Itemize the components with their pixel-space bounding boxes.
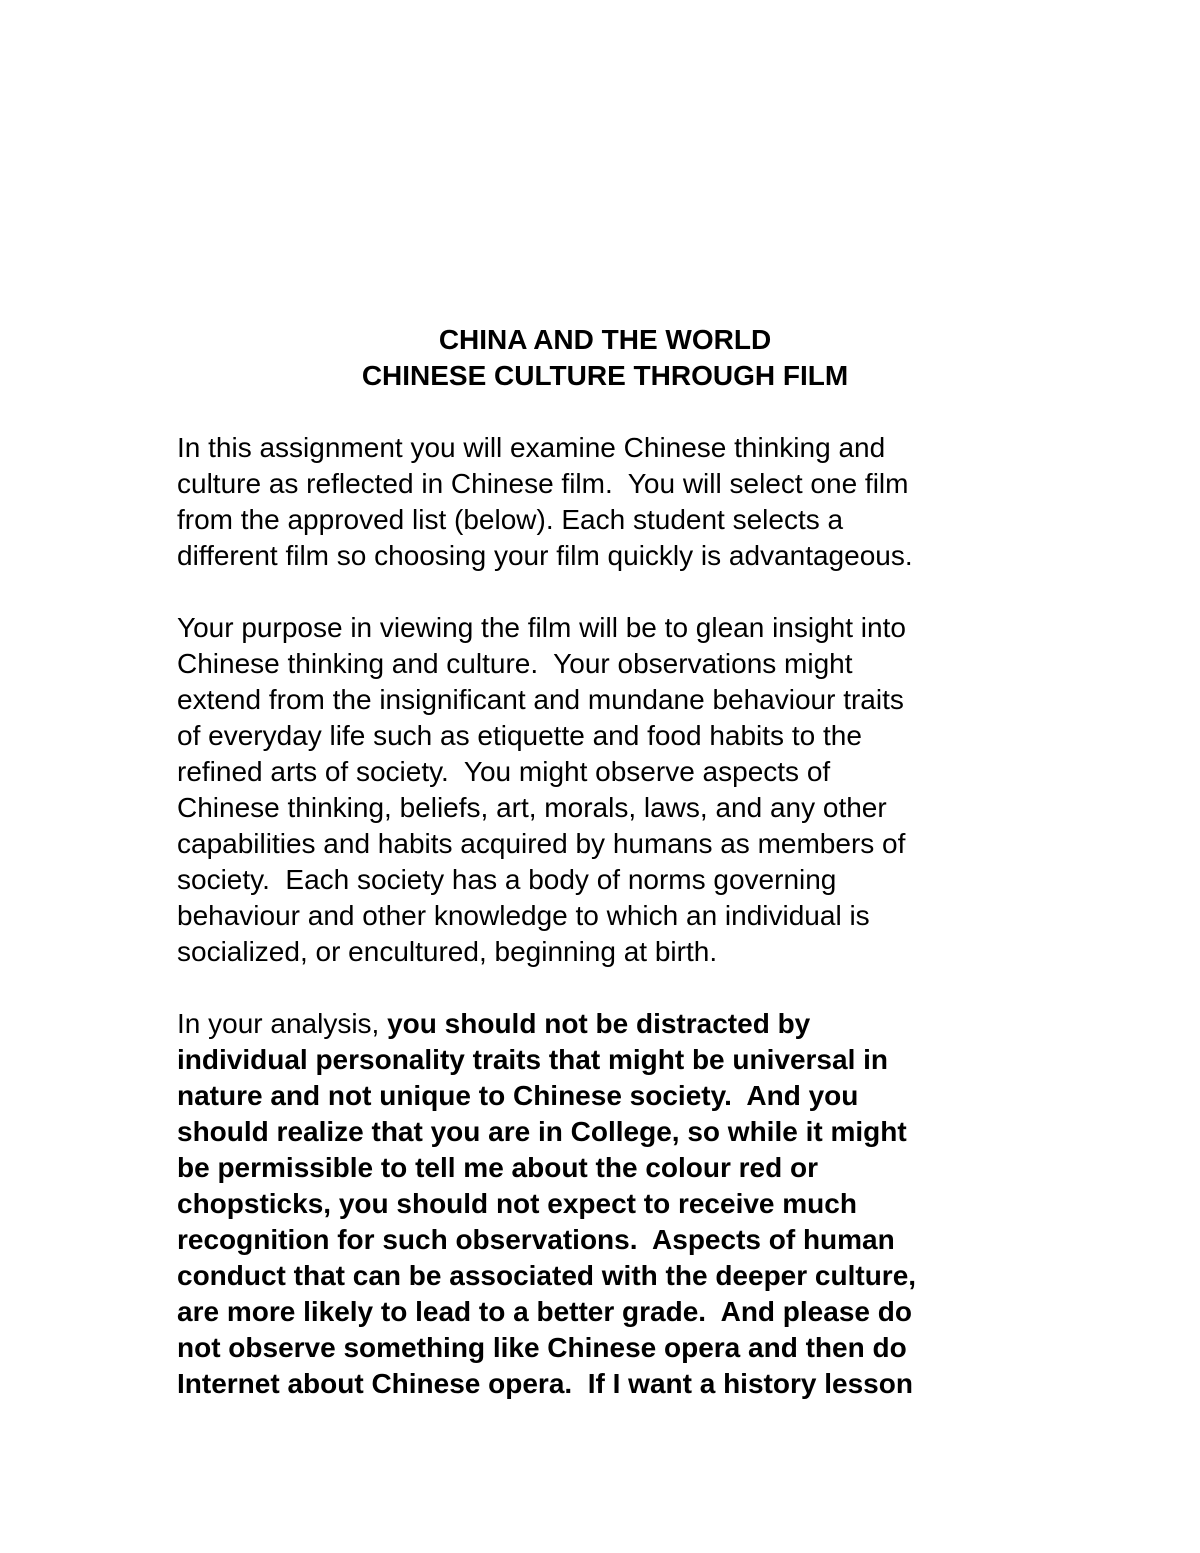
paragraph-assignment-intro [177,430,1037,574]
text-line: be permissible to tell me about the colour red or [177,1152,819,1183]
document-title [0,322,1200,394]
text-line: Chinese thinking and culture. Your observations might [177,648,853,679]
text-line: recognition for such observations. Aspects of human [177,1224,895,1255]
text-line: not observe something like Chinese opera and then do [177,1332,907,1363]
text-line: nature and not unique to Chinese society. And you [177,1080,859,1111]
text-line: Chinese thinking, beliefs, art, morals, laws, and any other [177,792,887,823]
text-line: are more likely to lead to a better grade. And please do [177,1296,912,1327]
text-line: In this assignment you will examine Chinese thinking and [177,432,886,463]
text-line: refined arts of society. You might observe aspects of [177,756,831,787]
analysis-intro-text: In your analysis, [177,1008,388,1039]
text-line: socialized, or encultured, beginning at birth. [177,936,718,967]
analysis-bold-text: you should not be distracted by [387,1008,811,1039]
text-line: individual personality traits that might be universal in [177,1044,889,1075]
paragraph-analysis [177,1006,1037,1402]
text-line: capabilities and habits acquired by humans as members of [177,828,906,859]
text-line: of everyday life such as etiquette and food habits to the [177,720,862,751]
text-line: chopsticks, you should not expect to receive much [177,1188,857,1219]
text-line: Your purpose in viewing the film will be to glean insight into [177,612,906,643]
title-line-2: CHINESE CULTURE THROUGH FILM [361,360,849,391]
text-line: Internet about Chinese opera. If I want a history lesson [177,1368,913,1399]
text-line: society. Each society has a body of norms governing [177,864,837,895]
paragraph-purpose [177,610,1037,970]
text-line: should realize that you are in College, so while it might [177,1116,907,1147]
title-line-1: CHINA AND THE WORLD [438,324,772,355]
text-line: behaviour and other knowledge to which an individual is [177,900,870,931]
text-line: from the approved list (below). Each student selects a [177,504,844,535]
text-line: culture as reflected in Chinese film. You will select one film [177,468,909,499]
text-line: conduct that can be associated with the deeper culture, [177,1260,917,1291]
text-line [177,1006,1037,1042]
text-line: extend from the insignificant and mundane behaviour traits [177,684,904,715]
text-line: different film so choosing your film quickly is advantageous. [177,540,913,571]
